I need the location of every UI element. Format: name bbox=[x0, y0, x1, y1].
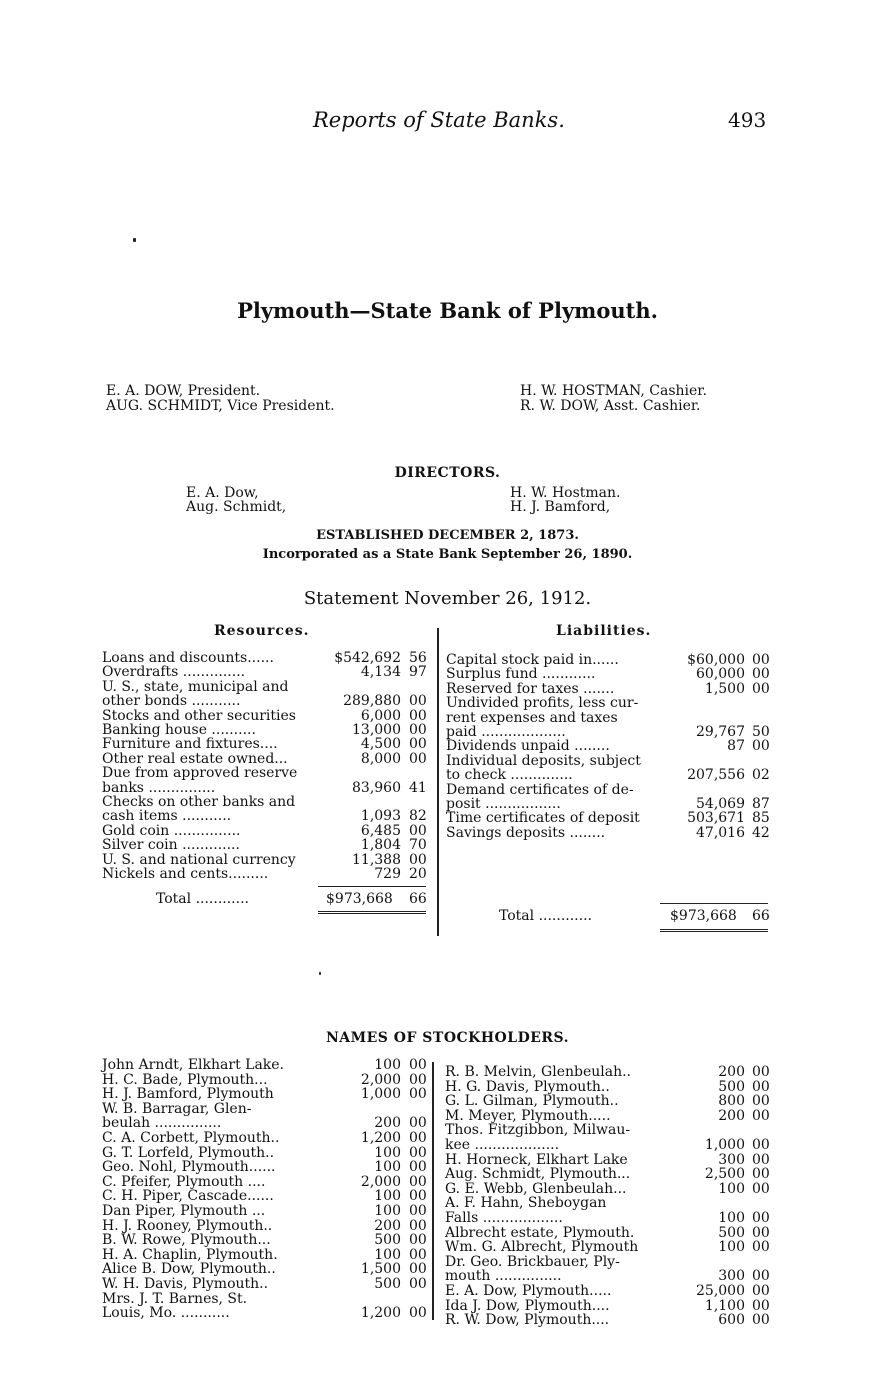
stockholder-left-label: Alice B. Dow, Plymouth.. bbox=[102, 1261, 276, 1278]
page-number: 493 bbox=[728, 108, 767, 132]
liability-row-dollars: 503,671 bbox=[687, 810, 745, 827]
resource-row-cents: 00 bbox=[409, 693, 427, 710]
resource-row-cents: 70 bbox=[409, 837, 427, 854]
stockholder-left-cents: 00 bbox=[409, 1086, 427, 1103]
running-title: Reports of State Banks. bbox=[313, 108, 565, 132]
stockholder-left-label: beulah ............... bbox=[102, 1115, 222, 1132]
stockholder-right-label: R. W. Dow, Plymouth.... bbox=[445, 1312, 610, 1329]
stockholder-right-dollars: 600 bbox=[718, 1312, 745, 1329]
stockholder-left-cents: 00 bbox=[409, 1203, 427, 1219]
liability-row-label: Savings deposits ........ bbox=[446, 824, 606, 841]
stockholder-right-cents: 00 bbox=[752, 1239, 770, 1256]
stockholder-left-label: H. J. Rooney, Plymouth.. bbox=[102, 1217, 273, 1234]
stockholder-right-cents: 00 bbox=[752, 1268, 770, 1285]
resources-total-double-rule bbox=[318, 911, 426, 914]
resource-row-cents: 00 bbox=[409, 722, 427, 738]
resource-row-dollars: 1,804 bbox=[360, 837, 401, 854]
resource-row-label: Due from approved reserve bbox=[102, 765, 298, 782]
stockholders-divider bbox=[432, 1062, 434, 1320]
stockholder-left-cents: 00 bbox=[409, 1057, 427, 1073]
stockholder-left-cents: 00 bbox=[409, 1159, 427, 1176]
liability-row-label: paid ................... bbox=[446, 724, 566, 740]
liabilities-total-double-rule bbox=[660, 929, 768, 932]
liability-row-cents: 00 bbox=[752, 652, 770, 668]
officer-right-2: R. W. DOW, Asst. Cashier. bbox=[520, 398, 701, 414]
stockholder-left-label: Dan Piper, Plymouth ... bbox=[102, 1203, 266, 1219]
stockholder-right-dollars: 1,000 bbox=[704, 1137, 745, 1153]
stockholder-right-label: Albrecht estate, Plymouth. bbox=[445, 1224, 635, 1241]
resources-total-rule bbox=[318, 886, 426, 887]
resource-row-label: cash items ........... bbox=[102, 808, 232, 825]
directors-heading: DIRECTORS. bbox=[394, 465, 501, 481]
liability-row-dollars: 87 bbox=[727, 738, 745, 755]
stockholder-right-dollars: 300 bbox=[718, 1268, 745, 1285]
stockholder-left-label: H. J. Bamford, Plymouth bbox=[102, 1086, 274, 1103]
stockholder-left-dollars: 100 bbox=[374, 1159, 401, 1176]
resource-row-cents: 20 bbox=[409, 866, 427, 882]
liability-row-label: Reserved for taxes ....... bbox=[446, 680, 615, 697]
stockholder-right-dollars: 1,100 bbox=[704, 1297, 745, 1314]
stockholder-right-label: mouth ............... bbox=[445, 1268, 562, 1285]
stockholder-left-cents: 00 bbox=[409, 1144, 427, 1161]
liability-row-cents: 85 bbox=[752, 810, 770, 827]
stockholder-left-dollars: 200 bbox=[374, 1115, 401, 1132]
officer-left-2: AUG. SCHMIDT, Vice President. bbox=[106, 398, 335, 414]
stockholder-left-label: C. A. Corbett, Plymouth.. bbox=[102, 1130, 280, 1146]
stockholder-right-label: Falls .................. bbox=[445, 1210, 563, 1226]
stockholder-left-dollars: 100 bbox=[374, 1203, 401, 1219]
director-right-2: H. J. Bamford, bbox=[510, 499, 611, 515]
resource-row-label: Nickels and cents......... bbox=[102, 866, 269, 882]
resource-row-dollars: 6,485 bbox=[360, 822, 401, 839]
stockholder-right-cents: 00 bbox=[752, 1064, 770, 1080]
resource-row-cents: 00 bbox=[409, 750, 427, 767]
liability-row-label: Capital stock paid in...... bbox=[446, 652, 619, 668]
stockholder-left-cents: 00 bbox=[409, 1246, 427, 1263]
resource-row-dollars: 1,093 bbox=[360, 808, 401, 825]
stockholder-right-cents: 00 bbox=[752, 1283, 770, 1299]
stockholder-right-dollars: 200 bbox=[718, 1064, 745, 1080]
stockholder-left-label: Mrs. J. T. Barnes, St. bbox=[102, 1290, 248, 1307]
stockholder-right-cents: 00 bbox=[752, 1078, 770, 1095]
stockholder-left-label: John Arndt, Elkhart Lake. bbox=[102, 1057, 285, 1073]
print-speck bbox=[319, 972, 321, 975]
stockholder-left-label: Louis, Mo. ........... bbox=[102, 1305, 230, 1322]
stockholder-left-cents: 00 bbox=[409, 1217, 427, 1234]
stockholder-left-cents: 00 bbox=[409, 1188, 427, 1205]
stockholder-left-dollars: 1,500 bbox=[360, 1261, 401, 1278]
stockholder-right-cents: 00 bbox=[752, 1180, 770, 1197]
stockholder-left-label: G. T. Lorfeld, Plymouth.. bbox=[102, 1144, 275, 1161]
stockholder-left-label: H. C. Bade, Plymouth... bbox=[102, 1071, 268, 1088]
stockholders-heading: NAMES OF STOCKHOLDERS. bbox=[325, 1030, 570, 1046]
stockholder-left-label: C. Pfeifer, Plymouth .... bbox=[102, 1173, 266, 1190]
stockholder-left-label: C. H. Piper, Cascade...... bbox=[102, 1188, 274, 1205]
resource-row-dollars: 13,000 bbox=[352, 722, 401, 738]
stockholder-left-dollars: 500 bbox=[374, 1276, 401, 1292]
resources-total-dollars: $973,668 bbox=[326, 891, 393, 907]
stockholder-left-label: H. A. Chaplin, Plymouth. bbox=[102, 1246, 278, 1263]
stockholder-right-label: G. E. Webb, Glenbeulah... bbox=[445, 1180, 627, 1197]
stockholder-left-cents: 00 bbox=[409, 1261, 427, 1278]
liabilities-heading: Liabilities. bbox=[556, 623, 652, 639]
stockholder-right-label: H. G. Davis, Plymouth.. bbox=[445, 1078, 610, 1095]
stockholder-right-cents: 00 bbox=[752, 1297, 770, 1314]
stockholder-left-dollars: 2,000 bbox=[360, 1173, 401, 1190]
liability-row-dollars: 207,556 bbox=[687, 767, 745, 784]
resource-row-label: Banking house .......... bbox=[102, 722, 256, 738]
stockholder-left-dollars: 2,000 bbox=[360, 1071, 401, 1088]
stockholder-right-label: Wm. G. Albrecht, Plymouth bbox=[445, 1239, 639, 1256]
liability-row-label: Surplus fund ............ bbox=[446, 666, 596, 683]
stockholder-right-label: H. Horneck, Elkhart Lake bbox=[445, 1151, 628, 1168]
stockholder-right-label: Ida J. Dow, Plymouth.... bbox=[445, 1297, 610, 1314]
resource-row-label: U. S. and national currency bbox=[102, 851, 296, 868]
stockholder-right-label: G. L. Gilman, Plymouth.. bbox=[445, 1093, 619, 1110]
stockholder-left-dollars: 1,200 bbox=[360, 1305, 401, 1322]
liability-row-cents: 00 bbox=[752, 666, 770, 683]
liability-row-label: to check .............. bbox=[446, 767, 573, 784]
stockholder-left-cents: 00 bbox=[409, 1232, 427, 1249]
resource-row-dollars: 8,000 bbox=[360, 750, 401, 767]
liabilities-total-label: Total ............ bbox=[499, 908, 592, 924]
stockholder-left-label: W. B. Barragar, Glen- bbox=[102, 1100, 252, 1117]
stockholder-left-dollars: 200 bbox=[374, 1217, 401, 1234]
resource-row-dollars: 4,500 bbox=[360, 736, 401, 753]
stockholder-right-cents: 00 bbox=[752, 1312, 770, 1329]
liability-row-label: rent expenses and taxes bbox=[446, 709, 618, 726]
resource-row-label: Other real estate owned... bbox=[102, 750, 288, 767]
stockholder-right-dollars: 100 bbox=[718, 1239, 745, 1256]
liability-row-label: posit ................. bbox=[446, 796, 561, 812]
liability-row-cents: 50 bbox=[752, 724, 770, 740]
stockholder-right-dollars: 2,500 bbox=[704, 1166, 745, 1183]
stockholder-left-cents: 00 bbox=[409, 1115, 427, 1132]
officer-left-1: E. A. DOW, President. bbox=[106, 383, 261, 399]
stockholder-left-dollars: 100 bbox=[374, 1188, 401, 1205]
director-left-2: Aug. Schmidt, bbox=[186, 499, 287, 515]
resource-row-dollars: 6,000 bbox=[360, 707, 401, 724]
stockholder-right-label: R. B. Melvin, Glenbeulah.. bbox=[445, 1064, 631, 1080]
liability-row-cents: 02 bbox=[752, 767, 770, 784]
statement-title: Statement November 26, 1912. bbox=[303, 588, 592, 609]
liability-row-label: Time certificates of deposit bbox=[446, 810, 640, 827]
liability-row-dollars: 47,016 bbox=[696, 824, 745, 841]
resource-row-cents: 41 bbox=[409, 779, 427, 796]
established-line: ESTABLISHED DECEMBER 2, 1873. bbox=[316, 528, 579, 543]
liability-row-label: Demand certificates of de- bbox=[446, 781, 634, 798]
stockholder-right-cents: 00 bbox=[752, 1166, 770, 1183]
director-left-1: E. A. Dow, bbox=[186, 485, 259, 501]
stockholder-left-cents: 00 bbox=[409, 1173, 427, 1190]
resources-total-label: Total ............ bbox=[156, 891, 249, 907]
stockholder-right-dollars: 300 bbox=[718, 1151, 745, 1168]
liabilities-total-rule bbox=[660, 903, 768, 904]
resource-row-label: Furniture and fixtures.... bbox=[102, 736, 278, 753]
liability-row-cents: 00 bbox=[752, 738, 770, 755]
resource-row-label: Checks on other banks and bbox=[102, 794, 296, 810]
resource-row-dollars: $542,692 bbox=[334, 650, 401, 666]
liability-row-dollars: $60,000 bbox=[687, 652, 745, 668]
officer-right-1: H. W. HOSTMAN, Cashier. bbox=[520, 383, 707, 399]
resource-row-label: Gold coin ............... bbox=[102, 822, 241, 839]
stockholder-right-dollars: 100 bbox=[718, 1180, 745, 1197]
stockholder-right-cents: 00 bbox=[752, 1210, 770, 1226]
bank-title: Plymouth—State Bank of Plymouth. bbox=[237, 298, 658, 323]
resource-row-cents: 97 bbox=[409, 664, 427, 681]
stockholder-right-label: M. Meyer, Plymouth..... bbox=[445, 1107, 611, 1124]
stockholder-left-dollars: 500 bbox=[374, 1232, 401, 1249]
resource-row-cents: 00 bbox=[409, 822, 427, 839]
resource-row-dollars: 729 bbox=[374, 866, 401, 882]
stockholder-right-label: Dr. Geo. Brickbauer, Ply- bbox=[445, 1253, 620, 1270]
resource-row-cents: 82 bbox=[409, 808, 427, 825]
stockholder-right-dollars: 500 bbox=[718, 1224, 745, 1241]
resource-row-label: other bonds ........... bbox=[102, 693, 241, 710]
resource-row-label: Stocks and other securities bbox=[102, 707, 296, 724]
stockholder-left-cents: 00 bbox=[409, 1305, 427, 1322]
stockholder-left-label: W. H. Davis, Plymouth.. bbox=[102, 1276, 269, 1292]
stockholder-right-dollars: 100 bbox=[718, 1210, 745, 1226]
liabilities-total-cents: 66 bbox=[752, 908, 770, 924]
incorporated-line: Incorporated as a State Bank September 26, 1890. bbox=[262, 547, 633, 562]
stockholder-right-label: E. A. Dow, Plymouth..... bbox=[445, 1283, 612, 1299]
stockholder-left-label: B. W. Rowe, Plymouth... bbox=[102, 1232, 271, 1249]
stockholder-right-label: Aug. Schmidt, Plymouth... bbox=[445, 1166, 631, 1183]
resource-row-label: U. S., state, municipal and bbox=[102, 678, 289, 695]
print-speck bbox=[133, 238, 136, 242]
resource-row-label: Silver coin ............. bbox=[102, 837, 240, 854]
stockholder-left-dollars: 1,000 bbox=[360, 1086, 401, 1103]
stockholder-right-cents: 00 bbox=[752, 1107, 770, 1124]
resource-row-label: banks ............... bbox=[102, 779, 216, 796]
stockholder-left-cents: 00 bbox=[409, 1276, 427, 1292]
stockholder-right-cents: 00 bbox=[752, 1224, 770, 1241]
resource-row-dollars: 4,134 bbox=[360, 664, 401, 681]
director-right-1: H. W. Hostman. bbox=[510, 485, 621, 501]
stockholder-left-dollars: 100 bbox=[374, 1057, 401, 1073]
stockholder-left-label: Geo. Nohl, Plymouth...... bbox=[102, 1159, 276, 1176]
stockholder-right-dollars: 200 bbox=[718, 1107, 745, 1124]
liabilities-total-dollars: $973,668 bbox=[670, 908, 737, 924]
resource-row-dollars: 83,960 bbox=[352, 779, 401, 796]
resource-row-dollars: 11,388 bbox=[352, 851, 401, 868]
resource-row-cents: 00 bbox=[409, 851, 427, 868]
resource-row-cents: 56 bbox=[409, 650, 427, 666]
resources-heading: Resources. bbox=[214, 623, 310, 639]
stockholder-right-cents: 00 bbox=[752, 1093, 770, 1110]
liability-row-cents: 00 bbox=[752, 680, 770, 697]
stockholder-right-cents: 00 bbox=[752, 1151, 770, 1168]
liability-row-label: Dividends unpaid ........ bbox=[446, 738, 610, 755]
stockholder-left-cents: 00 bbox=[409, 1071, 427, 1088]
resource-row-cents: 00 bbox=[409, 736, 427, 753]
resource-row-label: Overdrafts .............. bbox=[102, 664, 246, 681]
stockholder-left-dollars: 100 bbox=[374, 1246, 401, 1263]
stockholder-right-dollars: 25,000 bbox=[696, 1283, 745, 1299]
stockholder-left-cents: 00 bbox=[409, 1130, 427, 1146]
liability-row-dollars: 1,500 bbox=[704, 680, 745, 697]
resource-row-label: Loans and discounts...... bbox=[102, 650, 274, 666]
liability-row-cents: 42 bbox=[752, 824, 770, 841]
liability-row-label: Undivided profits, less cur- bbox=[446, 695, 639, 712]
liability-row-dollars: 29,767 bbox=[696, 724, 745, 740]
stockholder-right-cents: 00 bbox=[752, 1137, 770, 1153]
stockholder-right-dollars: 500 bbox=[718, 1078, 745, 1095]
stockholder-right-label: A. F. Hahn, Sheboygan bbox=[445, 1195, 607, 1212]
resource-row-dollars: 289,880 bbox=[343, 693, 401, 710]
stockholder-right-label: kee ................... bbox=[445, 1137, 560, 1153]
stockholder-right-label: Thos. Fitzgibbon, Milwau- bbox=[445, 1122, 631, 1139]
stockholder-left-dollars: 100 bbox=[374, 1144, 401, 1161]
liability-row-dollars: 60,000 bbox=[696, 666, 745, 683]
liability-row-dollars: 54,069 bbox=[696, 796, 745, 812]
column-divider bbox=[437, 628, 439, 936]
stockholder-left-dollars: 1,200 bbox=[360, 1130, 401, 1146]
resource-row-cents: 00 bbox=[409, 707, 427, 724]
stockholder-right-dollars: 800 bbox=[718, 1093, 745, 1110]
resources-total-cents: 66 bbox=[409, 891, 427, 907]
liability-row-cents: 87 bbox=[752, 796, 770, 812]
liability-row-label: Individual deposits, subject bbox=[446, 752, 641, 769]
